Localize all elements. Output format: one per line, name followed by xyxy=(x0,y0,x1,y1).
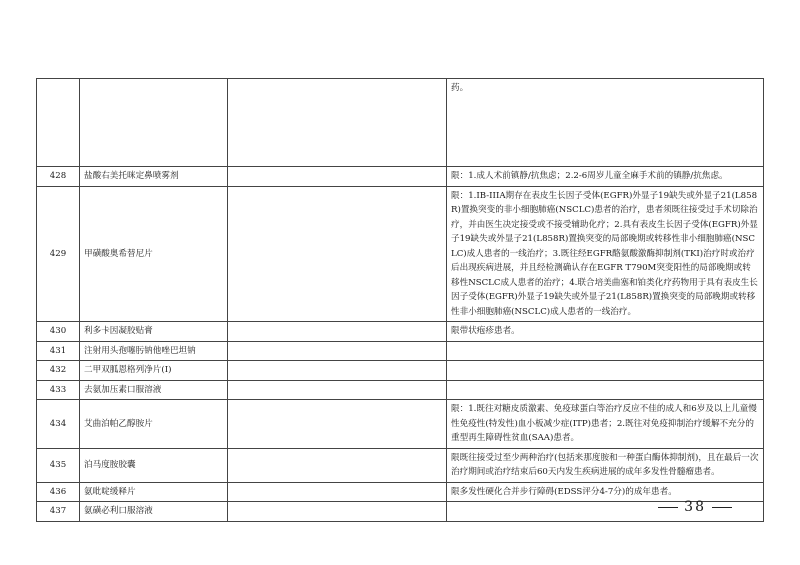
drug-name: 艾曲泊帕乙醇胺片 xyxy=(80,400,228,449)
table-row xyxy=(37,380,764,400)
blank-cell xyxy=(228,448,447,482)
table-row xyxy=(37,361,764,381)
restriction-note: 限既往接受过至少两种治疗(包括来那度胺和一种蛋白酶体抑制剂)，且在最后一次治疗期间或治疗结束后60天内发生疾病进展的成年多发性骨髓瘤患者。 xyxy=(447,448,764,482)
restriction-note xyxy=(447,380,764,400)
restriction-note: 限：1.成人术前镇静/抗焦虑；2.2-6周岁儿童全麻手术前的镇静/抗焦虑。 xyxy=(447,167,764,187)
footer-dash-right xyxy=(712,507,732,508)
footer-dash-left xyxy=(658,507,678,508)
row-number xyxy=(37,79,80,167)
table-row xyxy=(37,448,764,482)
drug-name: 注射用头孢噻肟钠他唑巴坦钠 xyxy=(80,341,228,361)
drug-name: 盐酸右美托咪定鼻喷雾剂 xyxy=(80,167,228,187)
blank-cell xyxy=(228,79,447,167)
row-number: 436 xyxy=(37,482,80,502)
restriction-note: 限多发性硬化合并步行障碍(EDSS评分4-7分)的成年患者。 xyxy=(447,482,764,502)
row-number: 434 xyxy=(37,400,80,449)
table-row xyxy=(37,167,764,187)
row-number: 435 xyxy=(37,448,80,482)
row-number: 430 xyxy=(37,322,80,342)
table-row xyxy=(37,79,764,167)
table-row xyxy=(37,186,764,322)
restriction-note: 药。 xyxy=(447,79,764,167)
restriction-note xyxy=(447,341,764,361)
row-number: 433 xyxy=(37,380,80,400)
drug-name: 二甲双胍恩格列净片(Ⅰ) xyxy=(80,361,228,381)
table-row xyxy=(37,341,764,361)
restriction-note: 限：1.IB-IIIA期存在表皮生长因子受体(EGFR)外显子19缺失或外显子21(L858R)置换突变的非小细胞肺癌(NSCLC)患者的治疗，患者须既往接受过手术切除治疗，并由医生决定接受或不接受辅助化疗；2.具有表皮生长因子受体(EGFR)外显子19缺失或外显子21(L858R)置换突变的局部晚期或转移性非小细胞肺癌(NSCLC)成人患者的一线治疗；3.既往经EGFR酪氨酸激酶抑制剂(TKI)治疗时或治疗后出现疾病进展，并且经检测确认存在EGFR T790M突变阳性的局部晚期或转移性NSCLC成人患者的治疗；4.联合培美曲塞和铂类化疗药物用于具有表皮生长因子受体(EGFR)外显子19缺失或外显子21(L858R)置换突变的局部晚期或转移性非小细胞肺癌(NSCLC)成人患者的一线治疗。 xyxy=(447,186,764,322)
blank-cell xyxy=(228,380,447,400)
table-row xyxy=(37,322,764,342)
page-footer xyxy=(652,499,738,515)
blank-cell xyxy=(228,186,447,322)
drug-name: 泊马度胺胶囊 xyxy=(80,448,228,482)
blank-cell xyxy=(228,400,447,449)
blank-cell xyxy=(228,482,447,502)
restriction-note: 限带状疱疹患者。 xyxy=(447,322,764,342)
drug-name: 氨吡啶缓释片 xyxy=(80,482,228,502)
blank-cell xyxy=(228,167,447,187)
drug-name: 利多卡因凝胶贴膏 xyxy=(80,322,228,342)
table-row xyxy=(37,400,764,449)
page-number: 38 xyxy=(684,499,706,515)
drug-name xyxy=(80,79,228,167)
drug-table xyxy=(36,78,764,522)
blank-cell xyxy=(228,502,447,522)
blank-cell xyxy=(228,322,447,342)
restriction-note: 限：1.既往对糖皮质激素、免疫球蛋白等治疗反应不佳的成人和6岁及以上儿童慢性免疫性(特发性)血小板减少症(ITP)患者；2.既往对免疫抑制治疗缓解不充分的重型再生障碍性贫血(SAA)患者。 xyxy=(447,400,764,449)
row-number: 428 xyxy=(37,167,80,187)
row-number: 429 xyxy=(37,186,80,322)
drug-name: 甲磺酸奥希替尼片 xyxy=(80,186,228,322)
blank-cell xyxy=(228,361,447,381)
drug-name: 去氨加压素口服溶液 xyxy=(80,380,228,400)
restriction-note xyxy=(447,361,764,381)
blank-cell xyxy=(228,341,447,361)
drug-name: 氨磺必利口服溶液 xyxy=(80,502,228,522)
row-number: 437 xyxy=(37,502,80,522)
row-number: 431 xyxy=(37,341,80,361)
row-number: 432 xyxy=(37,361,80,381)
